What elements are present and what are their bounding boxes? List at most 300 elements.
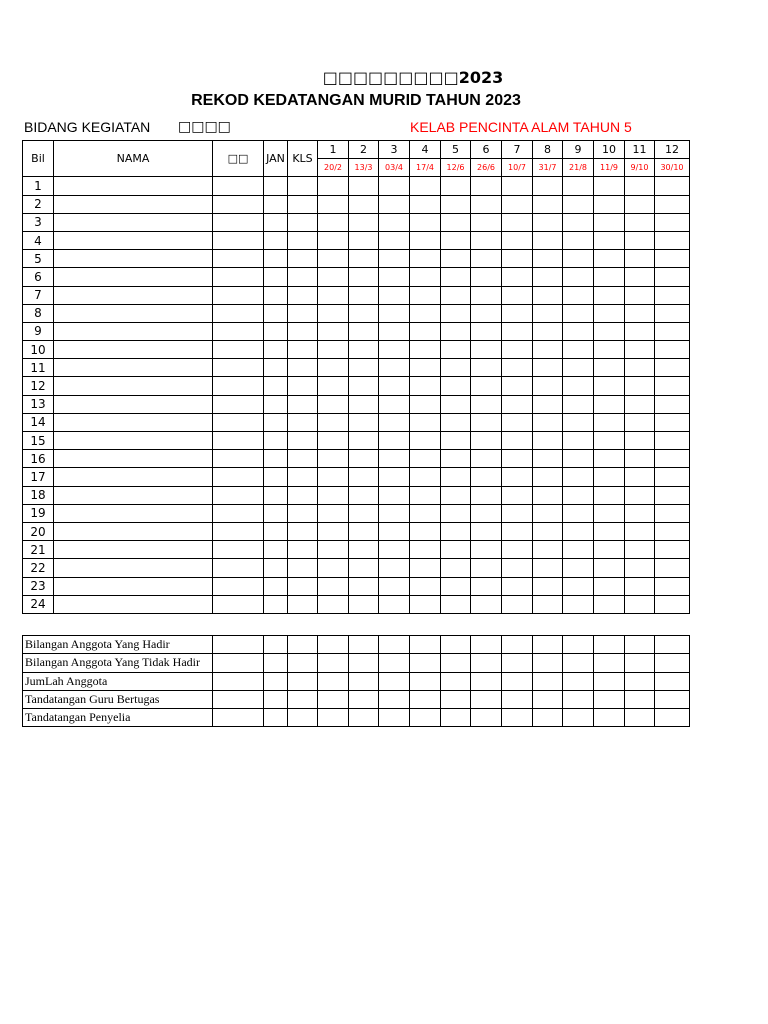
attendance-cell[interactable] (655, 450, 690, 468)
attendance-cell[interactable] (655, 377, 690, 395)
attendance-cell[interactable] (318, 286, 349, 304)
attendance-cell[interactable] (471, 432, 502, 450)
attendance-cell[interactable] (471, 377, 502, 395)
attendance-cell[interactable] (441, 468, 471, 486)
attendance-cell[interactable] (441, 231, 471, 249)
attendance-cell[interactable] (625, 486, 655, 504)
name-cell[interactable] (54, 231, 213, 249)
attendance-cell[interactable] (594, 577, 625, 595)
attendance-cell[interactable] (563, 304, 594, 322)
attendance-cell[interactable] (502, 577, 533, 595)
attendance-cell[interactable] (594, 468, 625, 486)
attendance-cell[interactable] (625, 559, 655, 577)
name-cell[interactable] (54, 504, 213, 522)
attendance-cell[interactable] (533, 268, 563, 286)
attendance-cell[interactable] (441, 432, 471, 450)
kls-cell[interactable] (288, 522, 318, 540)
attendance-cell[interactable] (318, 559, 349, 577)
kls-cell[interactable] (288, 577, 318, 595)
jan-cell[interactable] (264, 504, 288, 522)
attendance-cell[interactable] (471, 486, 502, 504)
attendance-cell[interactable] (318, 195, 349, 213)
attendance-cell[interactable] (349, 322, 379, 340)
attendance-cell[interactable] (594, 177, 625, 195)
attendance-cell[interactable] (471, 450, 502, 468)
kls-cell[interactable] (288, 213, 318, 231)
attendance-cell[interactable] (533, 504, 563, 522)
summary-cell[interactable] (471, 654, 502, 672)
attendance-cell[interactable] (502, 322, 533, 340)
attendance-cell[interactable] (318, 231, 349, 249)
attendance-cell[interactable] (410, 468, 441, 486)
kls-cell[interactable] (288, 341, 318, 359)
attendance-cell[interactable] (625, 177, 655, 195)
kls-cell[interactable] (288, 486, 318, 504)
attendance-cell[interactable] (379, 395, 410, 413)
attendance-cell[interactable] (441, 577, 471, 595)
kls-cell[interactable] (288, 322, 318, 340)
attendance-cell[interactable] (318, 541, 349, 559)
attendance-cell[interactable] (349, 195, 379, 213)
summary-cell[interactable] (502, 709, 533, 727)
attendance-cell[interactable] (318, 322, 349, 340)
attendance-cell[interactable] (471, 595, 502, 613)
attendance-cell[interactable] (318, 395, 349, 413)
attendance-cell[interactable] (655, 250, 690, 268)
attendance-cell[interactable] (655, 522, 690, 540)
name-cell[interactable] (54, 177, 213, 195)
attendance-cell[interactable] (655, 432, 690, 450)
attendance-cell[interactable] (655, 577, 690, 595)
col3-cell[interactable] (213, 468, 264, 486)
attendance-cell[interactable] (594, 522, 625, 540)
attendance-cell[interactable] (318, 250, 349, 268)
summary-cell[interactable] (594, 709, 625, 727)
summary-cell[interactable] (502, 690, 533, 708)
attendance-cell[interactable] (625, 322, 655, 340)
name-cell[interactable] (54, 322, 213, 340)
attendance-cell[interactable] (563, 486, 594, 504)
kls-cell[interactable] (288, 304, 318, 322)
attendance-cell[interactable] (625, 231, 655, 249)
attendance-cell[interactable] (471, 231, 502, 249)
attendance-cell[interactable] (318, 268, 349, 286)
jan-cell[interactable] (264, 395, 288, 413)
attendance-cell[interactable] (318, 341, 349, 359)
attendance-cell[interactable] (594, 341, 625, 359)
attendance-cell[interactable] (502, 522, 533, 540)
attendance-cell[interactable] (502, 432, 533, 450)
summary-cell[interactable] (563, 654, 594, 672)
attendance-cell[interactable] (594, 250, 625, 268)
attendance-cell[interactable] (594, 304, 625, 322)
attendance-cell[interactable] (625, 450, 655, 468)
summary-cell[interactable] (441, 636, 471, 654)
attendance-cell[interactable] (349, 304, 379, 322)
attendance-cell[interactable] (563, 468, 594, 486)
attendance-cell[interactable] (349, 559, 379, 577)
attendance-cell[interactable] (349, 377, 379, 395)
col3-cell[interactable] (213, 504, 264, 522)
attendance-cell[interactable] (410, 359, 441, 377)
attendance-cell[interactable] (349, 286, 379, 304)
attendance-cell[interactable] (563, 359, 594, 377)
attendance-cell[interactable] (410, 177, 441, 195)
col3-cell[interactable] (213, 541, 264, 559)
attendance-cell[interactable] (502, 541, 533, 559)
attendance-cell[interactable] (349, 450, 379, 468)
attendance-cell[interactable] (533, 286, 563, 304)
summary-cell[interactable] (441, 709, 471, 727)
attendance-cell[interactable] (625, 522, 655, 540)
col3-cell[interactable] (213, 304, 264, 322)
attendance-cell[interactable] (318, 450, 349, 468)
summary-cell[interactable] (264, 672, 288, 690)
attendance-cell[interactable] (441, 541, 471, 559)
attendance-cell[interactable] (410, 286, 441, 304)
attendance-cell[interactable] (563, 341, 594, 359)
summary-cell[interactable] (213, 654, 264, 672)
name-cell[interactable] (54, 486, 213, 504)
attendance-cell[interactable] (410, 213, 441, 231)
summary-cell[interactable] (625, 672, 655, 690)
attendance-cell[interactable] (655, 595, 690, 613)
attendance-cell[interactable] (563, 286, 594, 304)
attendance-cell[interactable] (625, 504, 655, 522)
attendance-cell[interactable] (379, 541, 410, 559)
summary-cell[interactable] (533, 672, 563, 690)
attendance-cell[interactable] (533, 541, 563, 559)
col3-cell[interactable] (213, 250, 264, 268)
attendance-cell[interactable] (594, 377, 625, 395)
kls-cell[interactable] (288, 468, 318, 486)
attendance-cell[interactable] (349, 395, 379, 413)
attendance-cell[interactable] (349, 468, 379, 486)
attendance-cell[interactable] (379, 522, 410, 540)
attendance-cell[interactable] (471, 341, 502, 359)
summary-cell[interactable] (379, 672, 410, 690)
attendance-cell[interactable] (502, 468, 533, 486)
attendance-cell[interactable] (410, 231, 441, 249)
summary-cell[interactable] (471, 709, 502, 727)
attendance-cell[interactable] (318, 468, 349, 486)
attendance-cell[interactable] (410, 577, 441, 595)
name-cell[interactable] (54, 559, 213, 577)
col3-cell[interactable] (213, 413, 264, 431)
summary-cell[interactable] (379, 709, 410, 727)
attendance-cell[interactable] (563, 559, 594, 577)
name-cell[interactable] (54, 268, 213, 286)
summary-cell[interactable] (349, 690, 379, 708)
summary-cell[interactable] (502, 636, 533, 654)
attendance-cell[interactable] (349, 359, 379, 377)
col3-cell[interactable] (213, 595, 264, 613)
summary-cell[interactable] (471, 636, 502, 654)
attendance-cell[interactable] (563, 195, 594, 213)
attendance-cell[interactable] (441, 195, 471, 213)
name-cell[interactable] (54, 195, 213, 213)
summary-cell[interactable] (264, 636, 288, 654)
summary-cell[interactable] (288, 690, 318, 708)
summary-cell[interactable] (594, 672, 625, 690)
attendance-cell[interactable] (318, 177, 349, 195)
attendance-cell[interactable] (563, 177, 594, 195)
attendance-cell[interactable] (625, 577, 655, 595)
jan-cell[interactable] (264, 522, 288, 540)
kls-cell[interactable] (288, 541, 318, 559)
kls-cell[interactable] (288, 250, 318, 268)
attendance-cell[interactable] (533, 177, 563, 195)
attendance-cell[interactable] (441, 322, 471, 340)
attendance-cell[interactable] (379, 286, 410, 304)
attendance-cell[interactable] (594, 541, 625, 559)
name-cell[interactable] (54, 413, 213, 431)
jan-cell[interactable] (264, 213, 288, 231)
attendance-cell[interactable] (379, 468, 410, 486)
attendance-cell[interactable] (533, 450, 563, 468)
attendance-cell[interactable] (349, 486, 379, 504)
attendance-cell[interactable] (379, 559, 410, 577)
kls-cell[interactable] (288, 195, 318, 213)
kls-cell[interactable] (288, 231, 318, 249)
summary-cell[interactable] (533, 654, 563, 672)
col3-cell[interactable] (213, 341, 264, 359)
kls-cell[interactable] (288, 177, 318, 195)
name-cell[interactable] (54, 450, 213, 468)
attendance-cell[interactable] (441, 413, 471, 431)
summary-cell[interactable] (502, 654, 533, 672)
summary-cell[interactable] (655, 672, 690, 690)
attendance-cell[interactable] (441, 177, 471, 195)
col3-cell[interactable] (213, 486, 264, 504)
summary-cell[interactable] (655, 636, 690, 654)
kls-cell[interactable] (288, 413, 318, 431)
attendance-cell[interactable] (594, 395, 625, 413)
summary-cell[interactable] (625, 709, 655, 727)
jan-cell[interactable] (264, 468, 288, 486)
attendance-cell[interactable] (594, 359, 625, 377)
attendance-cell[interactable] (502, 268, 533, 286)
summary-cell[interactable] (410, 636, 441, 654)
attendance-cell[interactable] (594, 595, 625, 613)
attendance-cell[interactable] (502, 395, 533, 413)
summary-cell[interactable] (625, 654, 655, 672)
attendance-cell[interactable] (594, 413, 625, 431)
attendance-cell[interactable] (655, 359, 690, 377)
summary-cell[interactable] (410, 709, 441, 727)
attendance-cell[interactable] (471, 177, 502, 195)
jan-cell[interactable] (264, 286, 288, 304)
jan-cell[interactable] (264, 231, 288, 249)
attendance-cell[interactable] (594, 486, 625, 504)
attendance-cell[interactable] (318, 213, 349, 231)
summary-cell[interactable] (410, 654, 441, 672)
attendance-cell[interactable] (471, 250, 502, 268)
col3-cell[interactable] (213, 268, 264, 286)
name-cell[interactable] (54, 577, 213, 595)
attendance-cell[interactable] (410, 304, 441, 322)
attendance-cell[interactable] (563, 450, 594, 468)
attendance-cell[interactable] (533, 395, 563, 413)
col3-cell[interactable] (213, 286, 264, 304)
summary-cell[interactable] (502, 672, 533, 690)
jan-cell[interactable] (264, 250, 288, 268)
kls-cell[interactable] (288, 504, 318, 522)
summary-cell[interactable] (213, 690, 264, 708)
attendance-cell[interactable] (410, 595, 441, 613)
attendance-cell[interactable] (655, 413, 690, 431)
attendance-cell[interactable] (533, 468, 563, 486)
attendance-cell[interactable] (533, 195, 563, 213)
name-cell[interactable] (54, 468, 213, 486)
attendance-cell[interactable] (502, 377, 533, 395)
attendance-cell[interactable] (625, 432, 655, 450)
attendance-cell[interactable] (625, 268, 655, 286)
attendance-cell[interactable] (533, 522, 563, 540)
summary-cell[interactable] (264, 709, 288, 727)
attendance-cell[interactable] (349, 504, 379, 522)
attendance-cell[interactable] (625, 195, 655, 213)
col3-cell[interactable] (213, 177, 264, 195)
attendance-cell[interactable] (502, 486, 533, 504)
name-cell[interactable] (54, 359, 213, 377)
name-cell[interactable] (54, 522, 213, 540)
summary-cell[interactable] (318, 709, 349, 727)
attendance-cell[interactable] (379, 231, 410, 249)
attendance-cell[interactable] (563, 595, 594, 613)
attendance-cell[interactable] (563, 250, 594, 268)
kls-cell[interactable] (288, 359, 318, 377)
col3-cell[interactable] (213, 559, 264, 577)
summary-cell[interactable] (655, 654, 690, 672)
summary-cell[interactable] (563, 672, 594, 690)
attendance-cell[interactable] (502, 195, 533, 213)
summary-cell[interactable] (349, 709, 379, 727)
attendance-cell[interactable] (502, 450, 533, 468)
attendance-cell[interactable] (502, 213, 533, 231)
attendance-cell[interactable] (318, 595, 349, 613)
jan-cell[interactable] (264, 359, 288, 377)
attendance-cell[interactable] (379, 250, 410, 268)
summary-cell[interactable] (288, 636, 318, 654)
attendance-cell[interactable] (379, 341, 410, 359)
attendance-cell[interactable] (502, 504, 533, 522)
summary-cell[interactable] (318, 654, 349, 672)
attendance-cell[interactable] (533, 413, 563, 431)
attendance-cell[interactable] (318, 504, 349, 522)
attendance-cell[interactable] (441, 486, 471, 504)
summary-cell[interactable] (655, 709, 690, 727)
attendance-cell[interactable] (349, 268, 379, 286)
attendance-cell[interactable] (318, 304, 349, 322)
attendance-cell[interactable] (502, 559, 533, 577)
attendance-cell[interactable] (594, 231, 625, 249)
attendance-cell[interactable] (379, 413, 410, 431)
summary-cell[interactable] (563, 690, 594, 708)
attendance-cell[interactable] (318, 413, 349, 431)
summary-cell[interactable] (625, 636, 655, 654)
summary-cell[interactable] (533, 690, 563, 708)
attendance-cell[interactable] (471, 195, 502, 213)
attendance-cell[interactable] (655, 177, 690, 195)
kls-cell[interactable] (288, 286, 318, 304)
attendance-cell[interactable] (655, 231, 690, 249)
summary-cell[interactable] (594, 654, 625, 672)
summary-cell[interactable] (410, 690, 441, 708)
col3-cell[interactable] (213, 359, 264, 377)
attendance-cell[interactable] (318, 359, 349, 377)
attendance-cell[interactable] (655, 468, 690, 486)
name-cell[interactable] (54, 377, 213, 395)
summary-cell[interactable] (318, 636, 349, 654)
name-cell[interactable] (54, 595, 213, 613)
attendance-cell[interactable] (502, 595, 533, 613)
attendance-cell[interactable] (318, 522, 349, 540)
attendance-cell[interactable] (655, 322, 690, 340)
attendance-cell[interactable] (471, 559, 502, 577)
attendance-cell[interactable] (379, 359, 410, 377)
summary-cell[interactable] (410, 672, 441, 690)
attendance-cell[interactable] (349, 577, 379, 595)
attendance-cell[interactable] (349, 595, 379, 613)
attendance-cell[interactable] (410, 450, 441, 468)
attendance-cell[interactable] (471, 268, 502, 286)
attendance-cell[interactable] (379, 213, 410, 231)
attendance-cell[interactable] (379, 432, 410, 450)
attendance-cell[interactable] (533, 250, 563, 268)
attendance-cell[interactable] (533, 341, 563, 359)
attendance-cell[interactable] (379, 195, 410, 213)
attendance-cell[interactable] (471, 504, 502, 522)
summary-cell[interactable] (288, 672, 318, 690)
attendance-cell[interactable] (625, 595, 655, 613)
attendance-cell[interactable] (441, 250, 471, 268)
attendance-cell[interactable] (625, 213, 655, 231)
jan-cell[interactable] (264, 577, 288, 595)
name-cell[interactable] (54, 213, 213, 231)
attendance-cell[interactable] (471, 304, 502, 322)
attendance-cell[interactable] (563, 577, 594, 595)
attendance-cell[interactable] (625, 359, 655, 377)
summary-cell[interactable] (379, 654, 410, 672)
attendance-cell[interactable] (563, 504, 594, 522)
jan-cell[interactable] (264, 486, 288, 504)
attendance-cell[interactable] (594, 559, 625, 577)
attendance-cell[interactable] (349, 231, 379, 249)
attendance-cell[interactable] (471, 541, 502, 559)
attendance-cell[interactable] (471, 413, 502, 431)
jan-cell[interactable] (264, 322, 288, 340)
attendance-cell[interactable] (594, 322, 625, 340)
col3-cell[interactable] (213, 213, 264, 231)
jan-cell[interactable] (264, 268, 288, 286)
attendance-cell[interactable] (410, 341, 441, 359)
kls-cell[interactable] (288, 268, 318, 286)
attendance-cell[interactable] (441, 450, 471, 468)
col3-cell[interactable] (213, 377, 264, 395)
summary-cell[interactable] (349, 672, 379, 690)
jan-cell[interactable] (264, 559, 288, 577)
attendance-cell[interactable] (379, 595, 410, 613)
summary-cell[interactable] (318, 690, 349, 708)
attendance-cell[interactable] (655, 559, 690, 577)
attendance-cell[interactable] (349, 522, 379, 540)
attendance-cell[interactable] (502, 359, 533, 377)
attendance-cell[interactable] (441, 377, 471, 395)
jan-cell[interactable] (264, 195, 288, 213)
attendance-cell[interactable] (533, 359, 563, 377)
kls-cell[interactable] (288, 377, 318, 395)
